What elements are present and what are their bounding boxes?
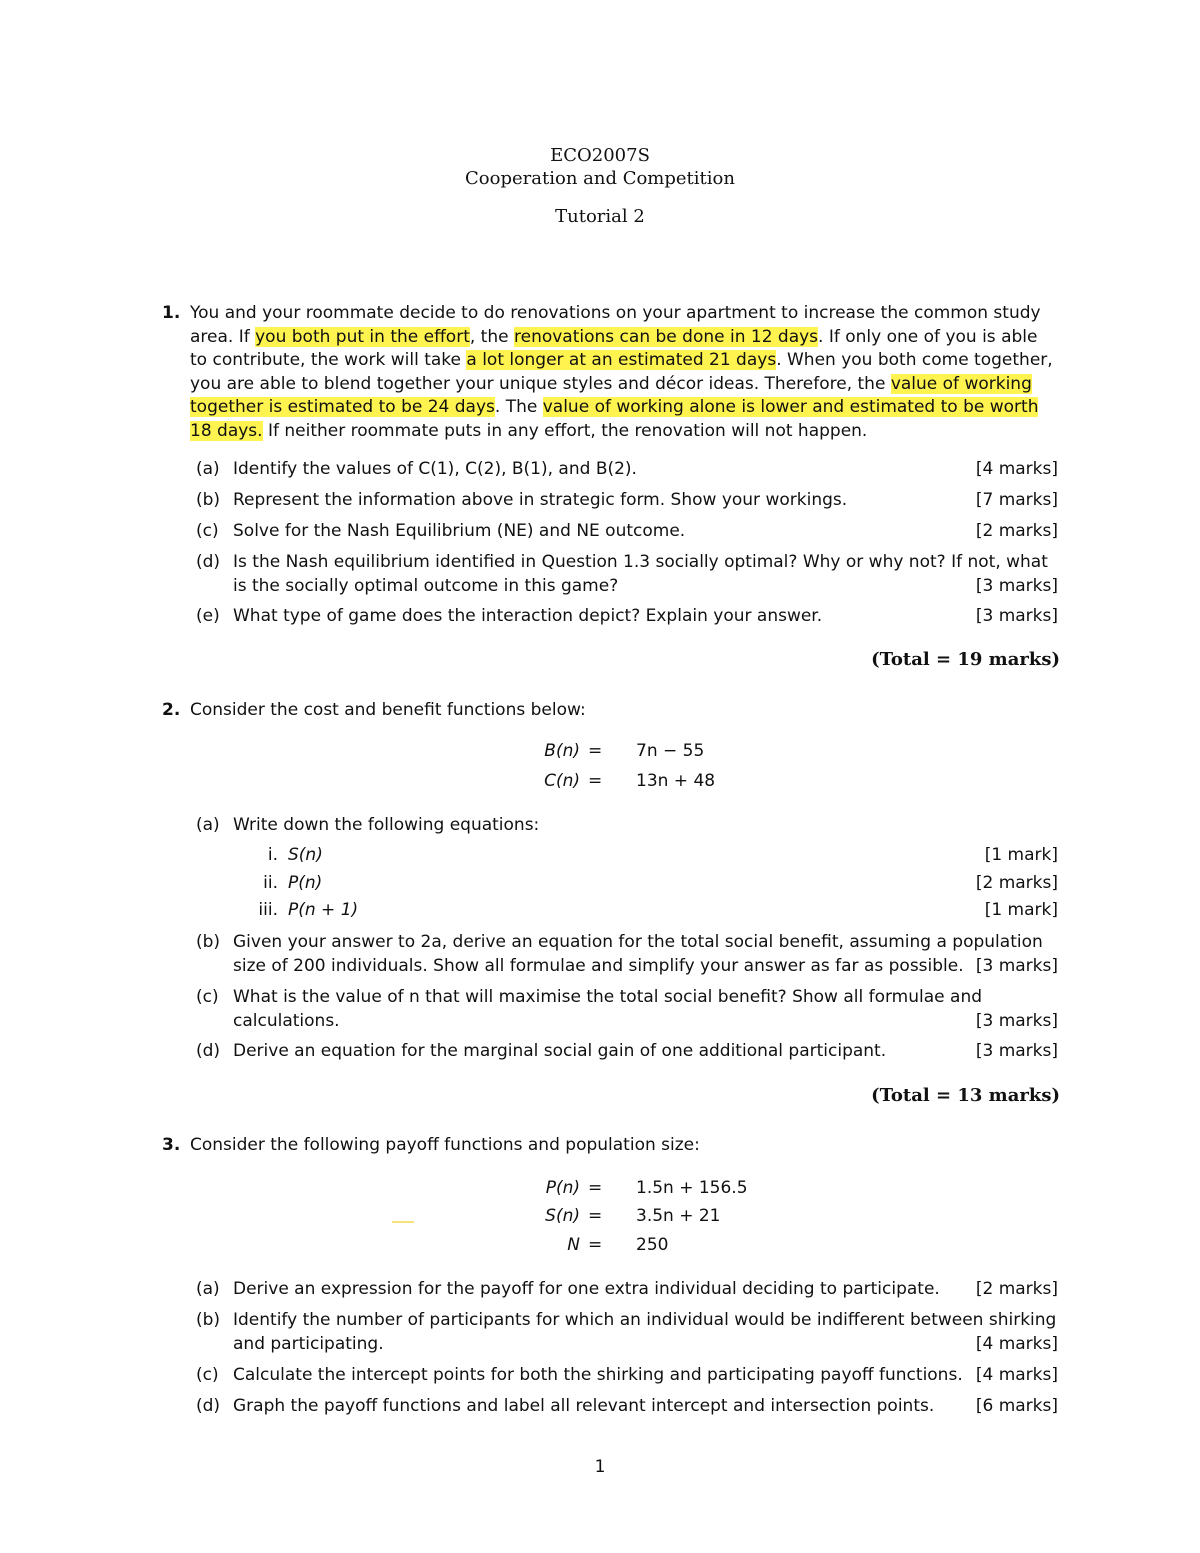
question-1 bbox=[162, 302, 1058, 443]
marks: [4 marks] bbox=[975, 1333, 1058, 1354]
course-code: ECO2007S bbox=[550, 145, 650, 166]
page-number: 1 bbox=[594, 1457, 606, 1477]
course-subtitle: Cooperation and Competition bbox=[465, 168, 735, 189]
q2-part-d: (d) [3 marks] Derive an equation for the marginal social gain of one additional participant. bbox=[196, 1040, 1058, 1064]
marks: [3 marks] bbox=[975, 1010, 1058, 1031]
marks: [3 marks] bbox=[975, 955, 1058, 976]
q2-part-b: (b) Given your answer to 2a, derive an equation for the total social benefit, assuming a population size of 200 individuals. Show all formulae and simplify your answer as far as possible. [3 marks] bbox=[196, 931, 1058, 978]
question-3: 3. Consider the following payoff functions and population size: bbox=[162, 1134, 1058, 1158]
question-number: 2. bbox=[162, 700, 181, 720]
q2-part-c: (c) What is the value of n that will maximise the total social benefit? Show all formulae and calculations. [3 marks] bbox=[196, 986, 1058, 1033]
marks: [2 marks] bbox=[975, 1279, 1058, 1299]
marks: [6 marks] bbox=[975, 1396, 1058, 1416]
marks: [3 marks] bbox=[975, 1041, 1058, 1061]
marks: [2 marks] bbox=[975, 521, 1058, 541]
q3-part-a: (a) [2 marks] Derive an expression for the payoff for one extra individual deciding to participate. bbox=[196, 1278, 1058, 1302]
marks: [4 marks] bbox=[975, 459, 1058, 479]
q1-part-c: (c) [2 marks] Solve for the Nash Equilibrium (NE) and NE outcome. bbox=[196, 520, 1058, 544]
q1-part-d: (d) Is the Nash equilibrium identified in Question 1.3 socially optimal? Why or why not? If not, what is the socially optimal outcome in this game? [3 marks] bbox=[196, 551, 1058, 598]
highlight: value of working alone is lower and estimated to be worth 18 days. bbox=[190, 397, 1039, 441]
question-number: 3. bbox=[162, 1135, 181, 1155]
marks: [2 marks] bbox=[975, 873, 1058, 893]
question-1-text: You and your roommate decide to do renovations on your apartment to increase the common study area. If you both put in the effort, the renovations can be done in 12 days. If only one of you is able to contribute, the work will take a lot longer at an estimated 21 days. When you both come together, you are able to blend together your unique styles and décor ideas. Therefore, the value of working together is estimated to be 24 days. The value of working alone is lower and estimated to be worth 18 days. If neither roommate puts in any effort, the renovation will not happen. bbox=[190, 303, 1053, 441]
marks: [4 marks] bbox=[975, 1365, 1058, 1385]
marks: [1 mark] bbox=[984, 900, 1058, 920]
tutorial-title: Tutorial 2 bbox=[555, 206, 645, 227]
q3-part-b: (b) Identify the number of participants for which an individual would be indifferent between shirking and participating. [4 marks] bbox=[196, 1309, 1058, 1356]
marks: [1 mark] bbox=[984, 845, 1058, 865]
question-number: 1. bbox=[162, 303, 181, 323]
marks: [3 marks] bbox=[975, 575, 1058, 596]
q1-part-b: (b) [7 marks] Represent the information above in strategic form. Show your workings. bbox=[196, 489, 1058, 513]
document-page: ECO2007S Cooperation and Competition Tutorial 2 1. You and your roommate decide to do renovations on your apartment to increase the common study area. If you both put in the effort, the renovations can be done in 12 days. If only one of you is able to contribute, the work will take a lot longer at an estimated 21 days. When you both come together, you are able to blend together your unique styles and décor ideas. Therefore, the value of working together is estimated to be 24 days. The value of working alone is lower and estimated to be worth 18 days. If neither roommate puts in any effort, the renovation will not happen. (a) [4 marks] Identify the values of C(1), C(2), B(1), and B(2). (b) [7 marks] Represent the information above in strategic form. Show your workings. (c) [2 marks] Solve for the Nash Equilibrium (NE) and NE outcome. (d) Is the Nash equilibrium identified in Question 1.3 socially optimal? Why or why not? If not, what is the socially optimal outcome in this game? [3 marks] (e) [3 marks] What type of game does the interaction depict? Explain your answer. (Total = 19 marks) 2. Consider the cost and benefit functions below: B(n) = 7n − 55 C(n) = 13n + 48 (a) Write down the following equations: i. S(n) [1 mark] ii. P(n) [2 marks] iii. P(n + 1) [1 mark] (b) Given your answer to 2a, derive an equation for the total social benefit, assuming a population size of 200 individuals. Show all formulae and simplify your answer as far as possible. [3 marks] (c) What is the value of n that will maximise the total social benefit? Show all formulae and calculations. [3 marks] (d) [3 marks] Derive an equation for the marginal social gain of one additional participant. (Total = 13 marks) 3. Consider the following payoff functions and population size: P(n) = 1.5n + 156.5 S(n) = 3.5n + 21 N = 250 (a) [2 marks] Derive an expression for the payoff for one extra individual deciding to participate. (b) Identify the number of participants for which an individual would be indifferent between shirking and participating. [4 marks] (c) [4 marks] Calculate the intercept points for both the shirking and participating payoff functions. (d) [6 marks] Graph the payoff functions and label all relevant intercept and intersection points. 1 bbox=[0, 0, 1200, 1553]
q1-total: (Total = 19 marks) bbox=[871, 649, 1060, 670]
q3-part-c: (c) [4 marks] Calculate the intercept points for both the shirking and participating payoff functions. bbox=[196, 1364, 1058, 1388]
q3-part-d: (d) [6 marks] Graph the payoff functions and label all relevant intercept and intersection points. bbox=[196, 1395, 1058, 1419]
q1-part-e: (e) [3 marks] What type of game does the interaction depict? Explain your answer. bbox=[196, 605, 1058, 629]
highlight: you both put in the effort bbox=[255, 326, 470, 347]
highlight: renovations can be done in 12 days bbox=[514, 326, 819, 347]
highlight: value of working together is estimated to be 24 days bbox=[190, 373, 1032, 417]
highlight-stray-mark bbox=[392, 1221, 414, 1223]
q2-part-a: (a) Write down the following equations: bbox=[196, 815, 540, 835]
question-2: 2. Consider the cost and benefit functions below: bbox=[162, 699, 1058, 723]
marks: [3 marks] bbox=[975, 606, 1058, 626]
highlight: a lot longer at an estimated 21 days bbox=[466, 350, 777, 370]
marks: [7 marks] bbox=[975, 490, 1058, 510]
q1-part-a: (a) [4 marks] Identify the values of C(1), C(2), B(1), and B(2). bbox=[196, 458, 1058, 482]
q2-total: (Total = 13 marks) bbox=[871, 1085, 1060, 1106]
